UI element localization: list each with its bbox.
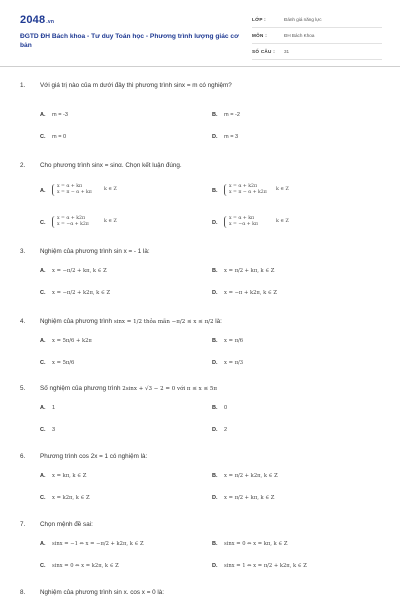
- meta-value: ĐH Bách Khoa: [284, 33, 315, 38]
- document-header: [0, 0, 400, 64]
- meta-row-subject: [252, 30, 382, 44]
- question-text: 4. Nghiệm của phương trình sinx = 1/2 thỏa mãn −π/2 ≤ x ≤ π/2 là:: [20, 318, 222, 325]
- question-text: 6. Phương trình cos 2x = 1 có nghiệm là:: [20, 453, 148, 460]
- meta-key: SỐ CÂU :: [252, 49, 276, 54]
- question-text: 2. Cho phương trình sinx = sinα. Chọn kết luận đúng.: [20, 162, 182, 169]
- meta-panel: [252, 14, 382, 62]
- meta-key: LỚP :: [252, 17, 267, 22]
- question-text: 8. Nghiệm của phương trình sin x. cos x = 0 là:: [20, 589, 165, 596]
- meta-row-count: [252, 46, 382, 60]
- question-text: 5. Số nghiệm của phương trình 2sinx + √3 − 2 = 0 với π ≤ x ≤ 5π: [20, 385, 217, 392]
- site-logo[interactable]: 2048.vn: [20, 14, 55, 26]
- meta-value: 31: [284, 49, 290, 54]
- meta-key: MÔN :: [252, 33, 268, 38]
- question-text: 1. Với giá trị nào của m dưới đây thì phương trình sinx = m có nghiệm?: [20, 82, 232, 89]
- question-text: 7. Chọn mệnh đề sai:: [20, 521, 93, 528]
- question-text: 3. Nghiệm của phương trình sin x = - 1 là:: [20, 248, 150, 255]
- document-title: ĐGTD ĐH Bách khoa - Tư duy Toán học - Phương trình lượng giác cơ bản: [20, 33, 239, 49]
- meta-row-class: [252, 14, 382, 28]
- meta-value: Đánh giá năng lực: [284, 17, 322, 22]
- header-divider: [0, 66, 400, 67]
